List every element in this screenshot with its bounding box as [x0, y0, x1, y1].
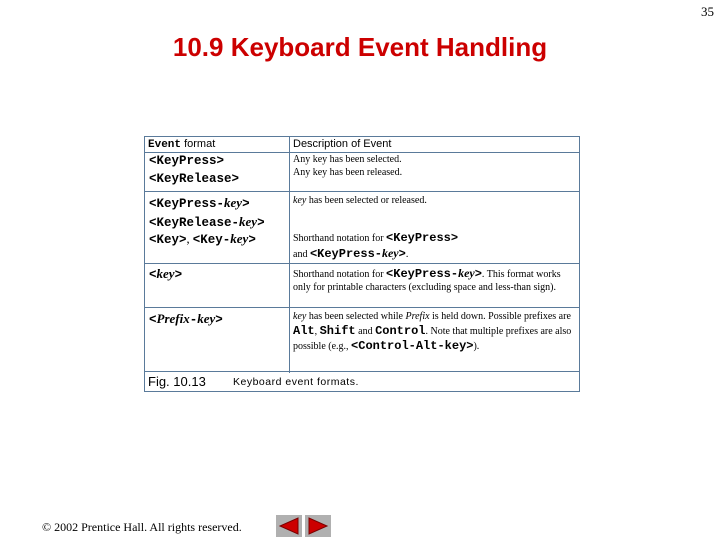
slide-number: 35	[701, 4, 714, 19]
row-divider	[145, 307, 579, 308]
table-header	[145, 137, 579, 153]
row-4-description: Shorthand notation for <KeyPress-key>. This format works only for printable characters (excluding space and less-than sign).	[293, 266, 561, 293]
row-1-event: <KeyPress> <KeyRelease>	[149, 154, 240, 186]
row-5-event: <Prefix-key>	[149, 311, 223, 327]
previous-slide-button[interactable]	[276, 515, 302, 537]
row-1-description: Any key has been selected. Any key has been released.	[293, 154, 403, 178]
column-divider	[289, 137, 290, 373]
header-description: Description of Event	[293, 138, 392, 150]
row-3-event: <Key>, <Key-key>	[149, 231, 256, 247]
figure-number: Fig. 10.13	[148, 374, 206, 389]
row-3-description: Shorthand notation for <KeyPress> and <KeyPress-key>.	[293, 231, 459, 261]
row-4-event: <key>	[149, 266, 183, 282]
next-slide-button[interactable]	[305, 515, 331, 537]
figure-caption	[145, 371, 579, 391]
slide-title: 10.9 Keyboard Event Handling	[172, 32, 548, 62]
copyright-notice: © 2002 Prentice Hall. All rights reserved.	[42, 520, 242, 534]
right-triangle-arrow-icon	[307, 517, 329, 535]
row-2-description: key has been selected or released.	[293, 195, 427, 206]
row-divider	[145, 263, 579, 264]
row-5-description: key has been selected while Prefix is held down. Possible prefixes are Alt, Shift and Control. Note that multiple prefixes are also possible (e.g., <Control-Alt-key>).	[293, 311, 572, 353]
left-triangle-arrow-icon	[278, 517, 300, 535]
header-event-format: Event format	[148, 138, 216, 151]
row-2-event: <KeyPress-key> <KeyRelease-key>	[149, 195, 265, 230]
figure-caption-text: Keyboard event formats.	[233, 376, 359, 388]
event-format-table	[144, 136, 580, 392]
row-divider	[145, 191, 579, 192]
